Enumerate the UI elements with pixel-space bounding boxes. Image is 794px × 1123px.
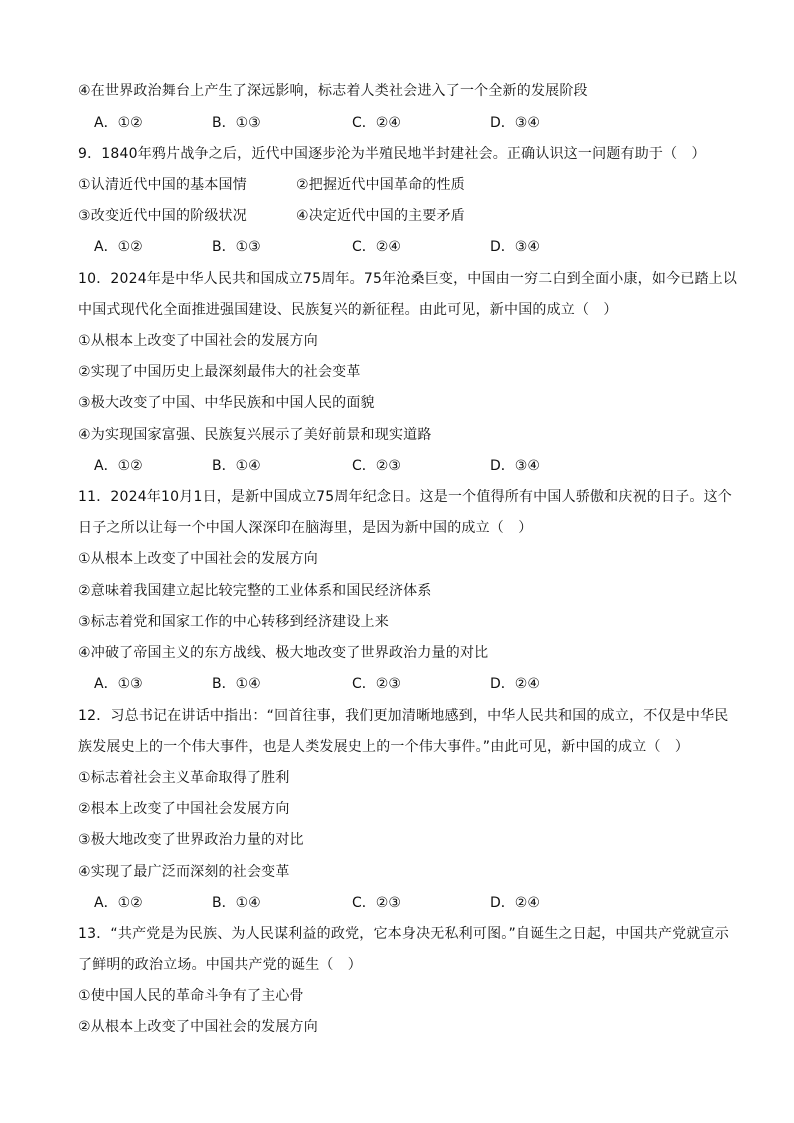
option-a[interactable]: A．①②	[94, 895, 143, 911]
q13-item-2: ②从根本上改变了中国社会的发展方向	[78, 1019, 318, 1035]
question-12-stem-2: 族发展史上的一个伟大事件，也是人类发展史上的一个伟大事件。”由此可见，新中国的成立（ ）	[78, 739, 690, 755]
q12-item-4: ④实现了最广泛而深刻的社会变革	[78, 864, 290, 880]
option-a[interactable]: A．①③	[94, 676, 143, 692]
option-c[interactable]: C．②③	[352, 458, 401, 474]
question-11-stem-1: 11．2024年10月1日，是新中国成立75周年纪念日。这是一个值得所有中国人骄傲和庆祝的日子。这个	[78, 489, 732, 505]
q12-item-3: ③极大地改变了世界政治力量的对比	[78, 832, 304, 848]
q11-item-2: ②意味着我国建立起比较完整的工业体系和国民经济体系	[78, 583, 432, 599]
q11-item-1: ①从根本上改变了中国社会的发展方向	[78, 551, 318, 567]
item-4-top: ④在世界政治舞台上产生了深远影响，标志着人类社会进入了一个全新的发展阶段	[78, 83, 588, 99]
option-d[interactable]: D．③④	[490, 239, 540, 255]
option-d[interactable]: D．②④	[490, 895, 540, 911]
option-c[interactable]: C．②④	[352, 239, 401, 255]
q9-item-4: ④决定近代中国的主要矛盾	[296, 208, 465, 224]
question-13-stem-1: 13．“共产党是为民族、为人民谋利益的政党，它本身决无私利可图。”自诞生之日起，中国共产党就宣示	[78, 926, 729, 942]
question-12-stem-1: 12．习总书记在讲话中指出：“回首往事，我们更加清晰地感到，中华人民共和国的成立，不仅是中华民	[78, 708, 729, 724]
question-10-stem-1: 10．2024年是中华人民共和国成立75周年。75年沧桑巨变，中国由一穷二白到全面小康，如今已踏上以	[78, 271, 738, 287]
options-q10	[94, 456, 694, 476]
q11-item-4: ④冲破了帝国主义的东方战线、极大地改变了世界政治力量的对比	[78, 645, 489, 661]
options-q9	[94, 237, 694, 257]
q10-item-1: ①从根本上改变了中国社会的发展方向	[78, 333, 318, 349]
option-b[interactable]: B．①③	[212, 239, 261, 255]
options-q8	[94, 113, 694, 133]
options-q11	[94, 674, 694, 694]
q10-item-3: ③极大改变了中国、中华民族和中国人民的面貌	[78, 395, 375, 411]
option-a[interactable]: A．①②	[94, 458, 143, 474]
question-11-stem-2: 日子之所以让每一个中国人深深印在脑海里，是因为新中国的成立（ ）	[78, 520, 533, 536]
option-b[interactable]: B．①③	[212, 115, 261, 131]
option-b[interactable]: B．①④	[212, 458, 261, 474]
q10-item-2: ②实现了中国历史上最深刻最伟大的社会变革	[78, 364, 361, 380]
q11-item-3: ③标志着党和国家工作的中心转移到经济建设上来	[78, 614, 389, 630]
q10-item-4: ④为实现国家富强、民族复兴展示了美好前景和现实道路	[78, 427, 432, 443]
q9-item-1: ①认清近代中国的基本国情	[78, 177, 247, 193]
option-d[interactable]: D．②④	[490, 676, 540, 692]
q13-item-1: ①使中国人民的革命斗争有了主心骨	[78, 988, 304, 1004]
option-d[interactable]: D．③④	[490, 458, 540, 474]
option-c[interactable]: C．②③	[352, 676, 401, 692]
question-13-stem-2: 了鲜明的政治立场。中国共产党的诞生（ ）	[78, 957, 362, 973]
question-9-stem: 9．1840年鸦片战争之后，近代中国逐步沦为半殖民地半封建社会。正确认识这一问题有助于（ ）	[78, 146, 706, 162]
question-10-stem-2: 中国式现代化全面推进强国建设、民族复兴的新征程。由此可见，新中国的成立（ ）	[78, 302, 618, 318]
option-a[interactable]: A．①②	[94, 115, 143, 131]
q9-item-3: ③改变近代中国的阶级状况	[78, 208, 247, 224]
option-c[interactable]: C．②③	[352, 895, 401, 911]
q12-item-2: ②根本上改变了中国社会发展方向	[78, 801, 290, 817]
option-a[interactable]: A．①②	[94, 239, 143, 255]
option-b[interactable]: B．①④	[212, 676, 261, 692]
q12-item-1: ①标志着社会主义革命取得了胜利	[78, 770, 290, 786]
option-c[interactable]: C．②④	[352, 115, 401, 131]
option-b[interactable]: B．①④	[212, 895, 261, 911]
option-d[interactable]: D．③④	[490, 115, 540, 131]
q9-item-2: ②把握近代中国革命的性质	[296, 177, 465, 193]
options-q12	[94, 893, 694, 913]
